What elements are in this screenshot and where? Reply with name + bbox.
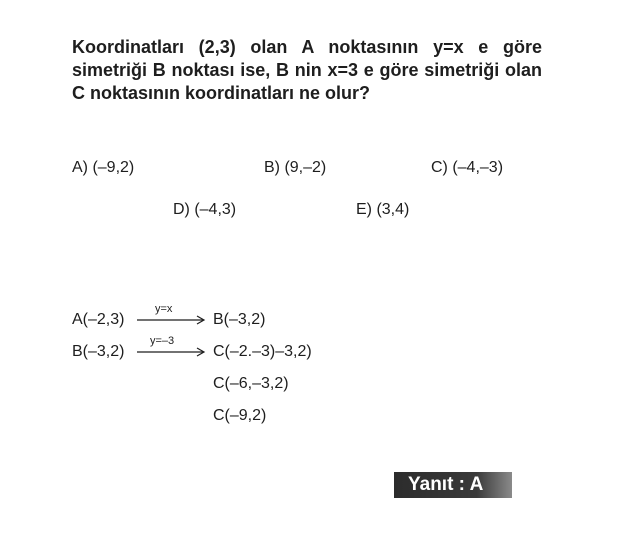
answer-badge: Yanıt : A: [394, 472, 512, 498]
arrow-right-icon: [137, 347, 209, 357]
option-e[interactable]: E) (3,4): [356, 201, 410, 218]
solution-step2-arrow-label: y=–3: [150, 335, 175, 347]
option-c[interactable]: C) (–4,–3): [431, 159, 504, 176]
solution-step1-from: A(–2,3): [72, 311, 125, 328]
solution-line4: C(–9,2): [213, 407, 267, 424]
option-d[interactable]: D) (–4,3): [173, 201, 237, 218]
solution-line3: C(–6,–3,2): [213, 375, 289, 392]
solution-step2-to: C(–2.–3)–3,2): [213, 343, 312, 360]
option-b[interactable]: B) (9,–2): [264, 159, 327, 176]
question-text: Koordinatları (2,3) olan A noktasının y=x e göre simetriği B noktası ise, B nin x=3 e göre simetriği olan C noktasının koordinatları ne olur?: [72, 37, 542, 103]
solution-step1-arrow-label: y=x: [155, 303, 173, 315]
solution-step2-from: B(–3,2): [72, 343, 125, 360]
option-a[interactable]: A) (–9,2): [72, 159, 135, 176]
arrow-right-icon: [137, 315, 209, 325]
solution-step2-arrow: [137, 335, 209, 359]
solution-step1-arrow: [137, 303, 209, 327]
solution-step1-to: B(–3,2): [213, 311, 266, 328]
